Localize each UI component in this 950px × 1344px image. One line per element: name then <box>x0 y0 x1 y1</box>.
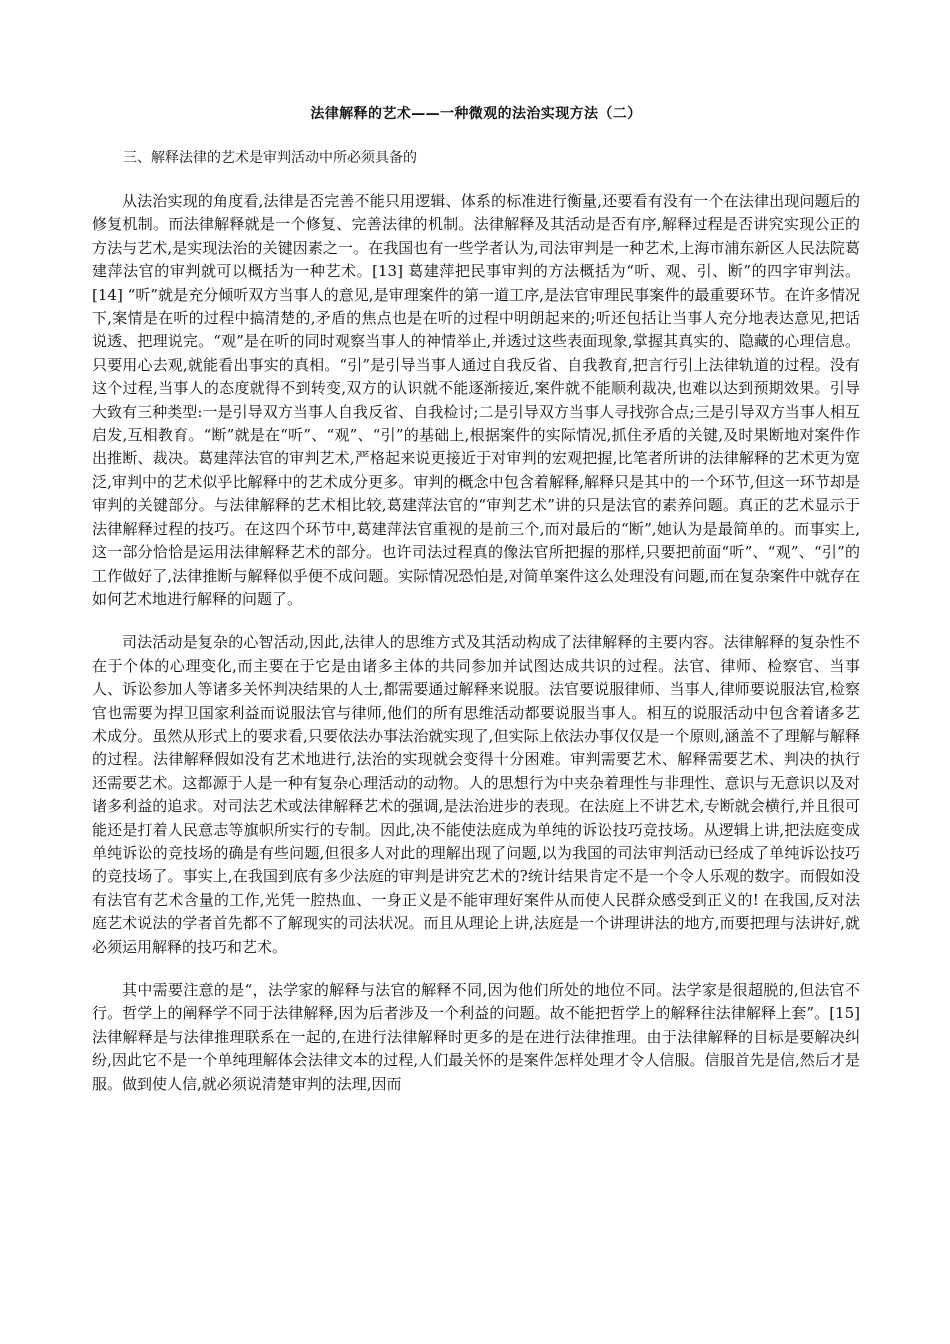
document-page <box>92 96 860 1096</box>
body-paragraph-1: 从法治实现的角度看,法律是否完善不能只用逻辑、体系的标准进行衡量,还要看有没有一个在法律出现问题后的修复机制。而法律解释就是一个修复、完善法律的机制。法律解释及其活动是否有序,解释过程是否讲究实现公正的方法与艺术,是实现法治的关键因素之一。在我国也有一些学者认为,司法审判是一种艺术,上海市浦东新区人民法院葛建萍法官的审判就可以概括为一种艺术。[13] 葛建萍把民事审判的方法概括为“听、观、引、断”的四字审判法。[14] “听”就是充分倾听双方当事人的意见,是审理案件的第一道工序,是法官审理民事案件的最重要环节。在许多情况下,案情是在听的过程中搞清楚的,矛盾的焦点也是在听的过程中明朗起来的;听还包括让当事人充分地表达意见,把话说透、把理说完。“观”是在听的同时观察当事人的神情举止,并透过这些表面现象,掌握其真实的、隐藏的心理信息。只要用心去观,就能看出事实的真相。“引”是引导当事人通过自我反省、自我教育,把言行引上法律轨道的过程。没有这个过程,当事人的态度就得不到转变,双方的认识就不能逐渐接近,案件就不能顺利裁决,也难以达到预期效果。引导大致有三种类型:一是引导双方当事人自我反省、自我检讨;二是引导双方当事人寻找弥合点;三是引导双方当事人相互启发,互相教育。“断”就是在“听”、“观”、“引”的基础上,根据案件的实际情况,抓住矛盾的关键,及时果断地对案件作出推断、裁决。葛建萍法官的审判艺术,严格起来说更接近于对审判的宏观把握,比笔者所讲的法律解释的艺术更为宽泛,审判中的艺术似乎比解释中的艺术成分更多。审判的概念中包含着解释,解释只是其中的一个环节,但这一环节却是审判的关键部分。与法律解释的艺术相比较,葛建萍法官的“审判艺术”讲的只是法官的素养问题。真正的艺术显示于法律解释过程的技巧。在这四个环节中,葛建萍法官重视的是前三个,而对最后的“断”,她认为是最简单的。而事实上,这一部分恰恰是运用法律解释艺术的部分。也许司法过程真的像法官所把握的那样,只要把前面“听”、“观”、“引”的工作做好了,法律推断与解释似乎便不成问题。实际情况恐怕是,对简单案件这么处理没有问题,而在复杂案件中就存在如何艺术地进行解释的问题了。 <box>92 192 860 608</box>
body-paragraph-2: 司法活动是复杂的心智活动,因此,法律人的思维方式及其活动构成了法律解释的主要内容。法律解释的复杂性不在于个体的心理变化,而主要在于它是由诸多主体的共同参加并试图达成共识的过程。法官、律师、检察官、当事人、诉讼参加人等诸多关怀判决结果的人士,都需要通过解释来说服。法官要说服律师、当事人,律师要说服法官,检察官也需要为捍卫国家利益而说服法官与律师,他们的所有思维活动都要说服当事人。相互的说服活动中包含着诸多艺术成分。虽然从形式上的要求看,只要依法办事法治就实现了,但实际上依法办事仅仅是一个原则,涵盖不了理解与解释的过程。法律解释假如没有艺术地进行,法治的实现就会变得十分困难。审判需要艺术、解释需要艺术、判决的执行还需要艺术。这都源于人是一种有复杂心理活动的动物。人的思想行为中夹杂着理性与非理性、意识与无意识以及对诸多利益的追求。对司法艺术或法律解释艺术的强调,是法治进步的表现。在法庭上不讲艺术,专断就会横行,并且很可能还是打着人民意志等旗帜所实行的专制。因此,决不能使法庭成为单纯的诉讼技巧竞技场。从逻辑上讲,把法庭变成单纯诉讼的竞技场的确是有些问题,但很多人对此的理解出现了问题,以为我国的司法审判活动已经成了单纯诉讼技巧的竞技场了。事实上,在我国到底有多少法庭的审判是讲究艺术的?统计结果肯定不是一个令人乐观的数字。而假如没有法官有艺术含量的工作,光凭一腔热血、一身正义是不能审理好案件从而使人民群众感受到正义的! 在我国,反对法庭艺术说法的学者首先都不了解现实的司法状况。而且从理论上讲,法庭是一个讲理讲法的地方,而要把理与法讲好,就必须运用解释的技巧和艺术。 <box>92 633 860 956</box>
body-paragraph-3: 其中需要注意的是“，法学家的解释与法官的解释不同,因为他们所处的地位不同。法学家是很超脱的,但法官不行。哲学上的阐释学不同于法律解释,因为后者涉及一个利益的问题。故不能把哲学上的解释往法律解释上套”。[15] 法律解释是与法律推理联系在一起的,在进行法律解释时更多的是在进行法律推理。由于法律解释的目标是要解决纠纷,因此它不是一个单纯理解体会法律文本的过程,人们最关怀的是案件怎样处理才令人信服。信服首先是信,然后才是服。做到使人信,就必须说清楚审判的法理,因而 <box>92 981 860 1093</box>
document-title: 法律解释的艺术——一种微观的法治实现方法（二） <box>310 106 642 122</box>
section-heading: 三、解释法律的艺术是审判活动中所必须具备的 <box>123 150 417 166</box>
